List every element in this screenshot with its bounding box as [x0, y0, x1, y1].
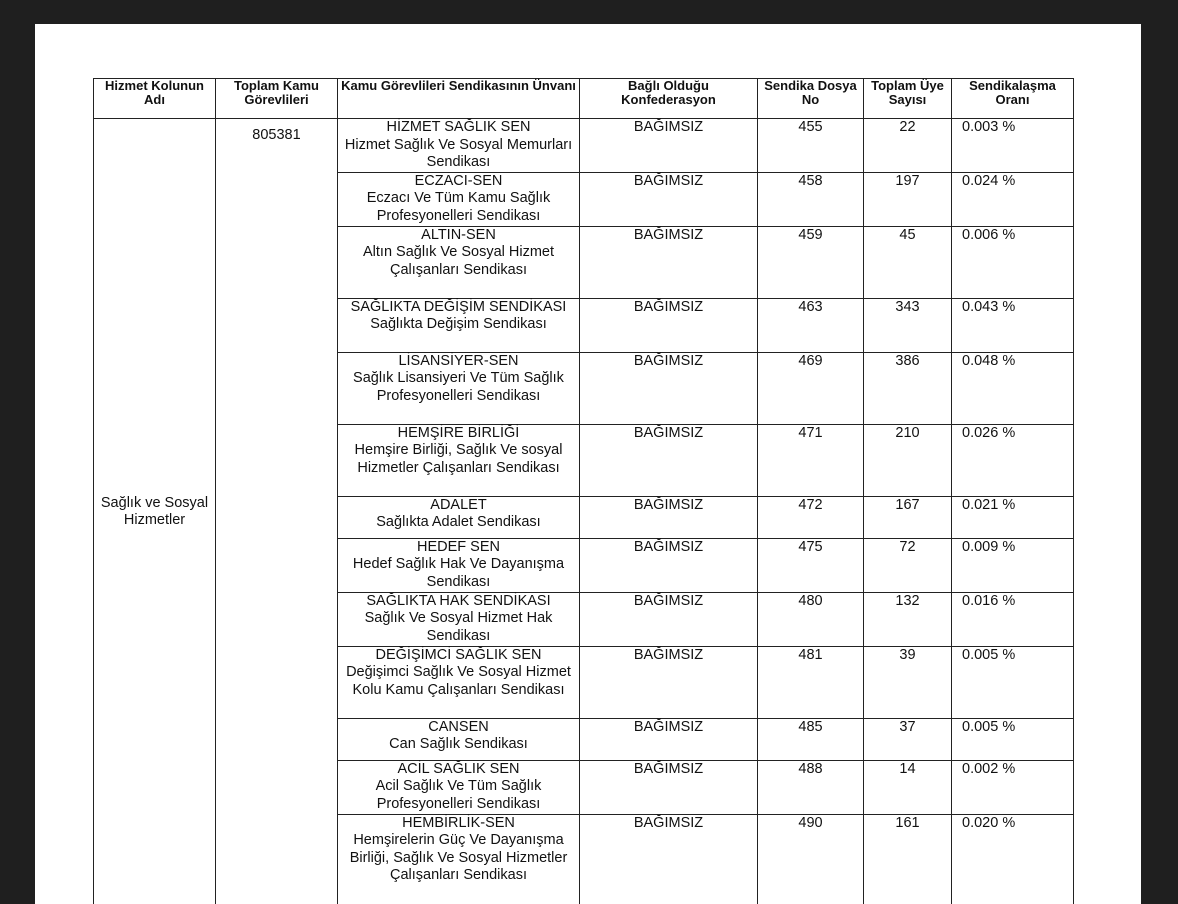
header-file-no: Sendika Dosya No	[758, 79, 864, 119]
union-abbr: DEĞİŞİMCİ SAĞLIK SEN	[375, 646, 542, 663]
confederation: BAĞIMSIZ	[580, 538, 758, 592]
union-title-cell	[338, 538, 580, 592]
document-page	[35, 24, 1141, 904]
header-rate: Sendikalaşma Oranı	[952, 79, 1074, 119]
union-abbr: CANSEN	[428, 718, 489, 735]
union-title-cell	[338, 226, 580, 298]
union-full-name: Can Sağlık Sendikası	[389, 736, 528, 752]
union-full-name: Hedef Sağlık Hak Ve Dayanışma Sendikası	[352, 556, 565, 590]
union-full-name: Hemşirelerin Güç Ve Dayanışma Birliği, Sağlık Ve Sosyal Hizmetler Çalışanları Sendikası	[349, 832, 568, 883]
confederation: BAĞIMSIZ	[580, 119, 758, 173]
confederation: BAĞIMSIZ	[580, 298, 758, 352]
member-count: 343	[864, 298, 952, 352]
union-title-cell	[338, 298, 580, 352]
file-no: 472	[758, 496, 864, 538]
union-full-name: Acil Sağlık Ve Tüm Sağlık Profesyonelleri Sendikası	[375, 778, 542, 812]
union-title-cell	[338, 352, 580, 424]
union-title-cell	[338, 119, 580, 173]
member-count: 210	[864, 424, 952, 496]
confederation: BAĞIMSIZ	[580, 424, 758, 496]
header-confederation: Bağlı Olduğu Konfederasyon	[580, 79, 758, 119]
union-rate: 0.048 %	[952, 352, 1074, 424]
table-row	[94, 119, 1074, 173]
union-rate: 0.024 %	[952, 172, 1074, 226]
member-count: 45	[864, 226, 952, 298]
member-count: 161	[864, 814, 952, 904]
union-title-cell	[338, 814, 580, 904]
union-full-name: Hizmet Sağlık Ve Sosyal Memurları Sendikası	[344, 136, 573, 170]
member-count: 167	[864, 496, 952, 538]
union-abbr: ALTIN-SEN	[421, 226, 496, 243]
confederation: BAĞIMSIZ	[580, 760, 758, 814]
union-rate: 0.005 %	[952, 646, 1074, 718]
member-count: 197	[864, 172, 952, 226]
file-no: 459	[758, 226, 864, 298]
union-full-name: Altın Sağlık Ve Sosyal Hizmet Çalışanları Sendikası	[363, 244, 554, 278]
confederation: BAĞIMSIZ	[580, 718, 758, 760]
file-no: 475	[758, 538, 864, 592]
member-count: 132	[864, 592, 952, 646]
file-no: 485	[758, 718, 864, 760]
union-title-cell	[338, 424, 580, 496]
union-abbr: SAĞLIKTA DEĞİŞİM SENDİKASI	[350, 298, 567, 315]
union-rate: 0.003 %	[952, 119, 1074, 173]
union-title-cell	[338, 760, 580, 814]
header-sector: Hizmet Kolunun Adı	[94, 79, 216, 119]
union-abbr: SAĞLIKTA HAK SENDİKASI	[366, 592, 551, 609]
union-statistics-table	[93, 78, 1074, 904]
file-no: 471	[758, 424, 864, 496]
union-rate: 0.043 %	[952, 298, 1074, 352]
union-title-cell	[338, 646, 580, 718]
member-count: 14	[864, 760, 952, 814]
file-no: 463	[758, 298, 864, 352]
member-count: 22	[864, 119, 952, 173]
union-title-cell	[338, 172, 580, 226]
member-count: 37	[864, 718, 952, 760]
union-rate: 0.002 %	[952, 760, 1074, 814]
union-abbr: ACİL SAĞLIK SEN	[397, 760, 520, 777]
union-full-name: Sağlık Ve Sosyal Hizmet Hak Sendikası	[364, 610, 553, 644]
member-count: 386	[864, 352, 952, 424]
union-abbr: HİZMET SAĞLIK SEN	[386, 119, 531, 135]
union-abbr: ADALET	[430, 496, 487, 513]
union-rate: 0.026 %	[952, 424, 1074, 496]
member-count: 39	[864, 646, 952, 718]
union-full-name: Eczacı Ve Tüm Kamu Sağlık Profesyonelleri Sendikası	[366, 190, 551, 224]
confederation: BAĞIMSIZ	[580, 592, 758, 646]
union-rate: 0.006 %	[952, 226, 1074, 298]
file-no: 469	[758, 352, 864, 424]
union-full-name: Sağlıkta Değişim Sendikası	[370, 316, 547, 332]
union-title-cell	[338, 592, 580, 646]
union-full-name: Sağlık Lisansiyeri Ve Tüm Sağlık Profesyonelleri Sendikası	[353, 370, 564, 404]
header-total-employees: Toplam Kamu Görevlileri	[216, 79, 338, 119]
sector-name: Sağlık ve Sosyal Hizmetler	[94, 119, 216, 904]
union-abbr: HEDEF SEN	[417, 538, 500, 555]
union-full-name: Sağlıkta Adalet Sendikası	[376, 514, 541, 530]
file-no: 458	[758, 172, 864, 226]
union-title-cell	[338, 496, 580, 538]
file-no: 481	[758, 646, 864, 718]
union-abbr: LİSANSİYER-SEN	[398, 352, 519, 369]
union-abbr: HEMBİRLİK-SEN	[402, 814, 515, 831]
union-rate: 0.005 %	[952, 718, 1074, 760]
file-no: 488	[758, 760, 864, 814]
confederation: BAĞIMSIZ	[580, 496, 758, 538]
confederation: BAĞIMSIZ	[580, 646, 758, 718]
confederation: BAĞIMSIZ	[580, 226, 758, 298]
union-rate: 0.021 %	[952, 496, 1074, 538]
file-no: 490	[758, 814, 864, 904]
union-full-name: Hemşire Birliği, Sağlık Ve sosyal Hizmetler Çalışanları Sendikası	[354, 442, 563, 476]
union-rate: 0.016 %	[952, 592, 1074, 646]
confederation: BAĞIMSIZ	[580, 352, 758, 424]
file-no: 480	[758, 592, 864, 646]
header-union-title: Kamu Görevlileri Sendikasının Ünvanı	[338, 79, 580, 119]
union-abbr: ECZACI-SEN	[414, 172, 503, 189]
union-abbr: HEMŞİRE BİRLİĞİ	[397, 424, 520, 441]
member-count: 72	[864, 538, 952, 592]
confederation: BAĞIMSIZ	[580, 172, 758, 226]
union-title-cell	[338, 718, 580, 760]
table-header-row	[94, 79, 1074, 119]
union-full-name: Değişimci Sağlık Ve Sosyal Hizmet Kolu Kamu Çalışanları Sendikası	[346, 664, 571, 698]
confederation: BAĞIMSIZ	[580, 814, 758, 904]
total-employees: 805381	[216, 119, 338, 904]
file-no: 455	[758, 119, 864, 173]
union-rate: 0.020 %	[952, 814, 1074, 904]
union-rate: 0.009 %	[952, 538, 1074, 592]
header-members: Toplam Üye Sayısı	[864, 79, 952, 119]
